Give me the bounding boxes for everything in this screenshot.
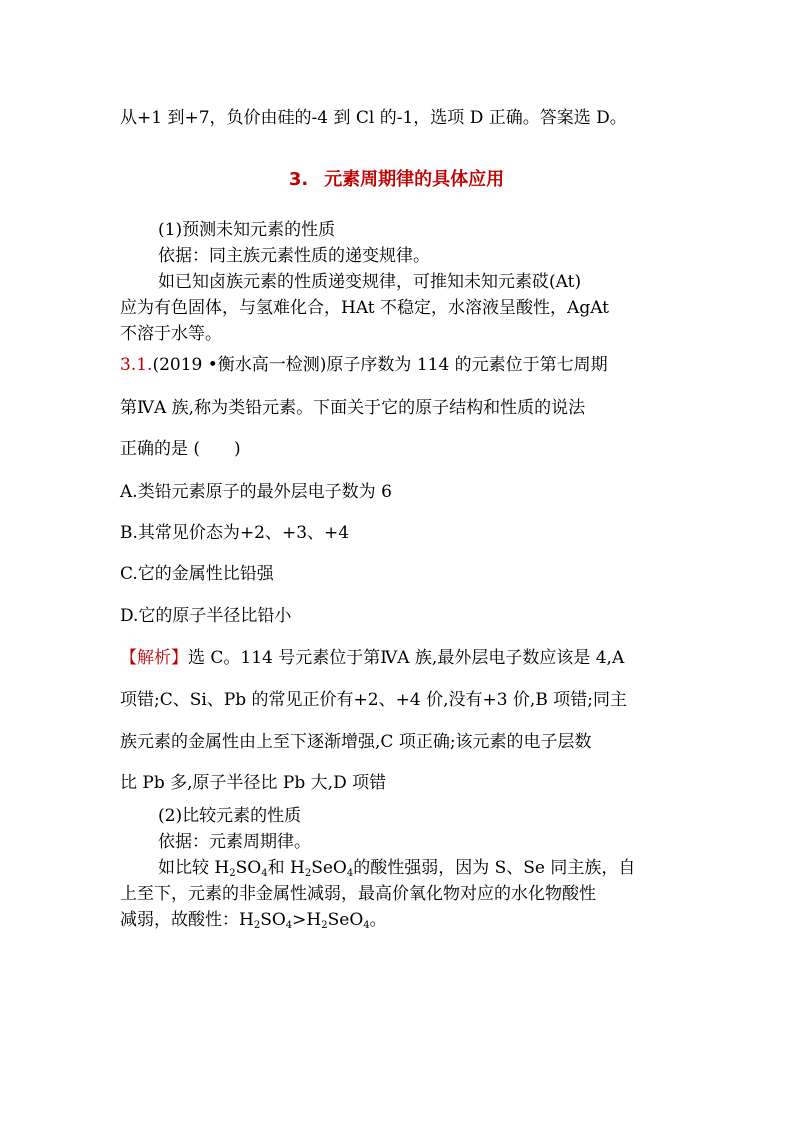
subscript: 2 bbox=[321, 920, 328, 931]
point-1-example-line-1: 如已知卤族元素的性质递变规律，可推知未知元素砹(At) bbox=[158, 272, 582, 292]
subscript: 4 bbox=[363, 920, 370, 931]
point-2-basis: 依据：元素周期律。 bbox=[158, 832, 311, 852]
question-number: 3.1. bbox=[120, 355, 153, 375]
answer-line-1 bbox=[120, 647, 624, 669]
option-d: D.它的原子半径比铅小 bbox=[120, 606, 292, 626]
option-a: A.类铅元素原子的最外层电子数为 6 bbox=[120, 482, 392, 502]
subscript: 2 bbox=[229, 868, 236, 879]
subscript: 4 bbox=[285, 920, 293, 931]
question-line-3: 正确的是 ( ) bbox=[120, 439, 241, 459]
subscript: 2 bbox=[304, 868, 312, 879]
text-span: SeO bbox=[327, 910, 364, 930]
question-line-2: 第ⅣA 族,称为类铅元素。下面关于它的原子结构和性质的说法 bbox=[120, 398, 586, 418]
subscript: 2 bbox=[253, 920, 261, 931]
text-span: 的酸性强弱，因为 S、Se 同主族，自 bbox=[353, 858, 636, 878]
question-text: (2019 •衡水高一检测)原子序数为 114 的元素位于第七周期 bbox=[152, 355, 608, 375]
continuation-line: 从+1 到+7，负价由硅的-4 到 Cl 的-1，选项 D 正确。答案选 D。 bbox=[120, 108, 627, 128]
answer-line-4: 比 Pb 多,原子半径比 Pb 大,D 项错 bbox=[120, 773, 387, 793]
subscript: 4 bbox=[261, 868, 268, 879]
point-1-example-line-3: 不溶于水等。 bbox=[120, 324, 222, 344]
text-span: SeO bbox=[311, 858, 347, 878]
option-c: C.它的金属性比铅强 bbox=[120, 564, 274, 584]
point-2-example-line-3 bbox=[120, 909, 387, 931]
answer-text: 选 C。114 号元素位于第ⅣA 族,最外层电子数应该是 4,A bbox=[188, 648, 625, 668]
point-1-heading: (1)预测未知元素的性质 bbox=[158, 220, 336, 240]
point-1-basis: 依据：同主族元素性质的递变规律。 bbox=[158, 246, 430, 266]
point-2-heading: (2)比较元素的性质 bbox=[158, 806, 302, 826]
subscript: 4 bbox=[346, 868, 354, 879]
text-span: SO bbox=[235, 858, 262, 878]
option-b: B.其常见价态为+2、+3、+4 bbox=[120, 523, 350, 543]
text-span: 和 H bbox=[267, 858, 305, 878]
section-number: 3. bbox=[288, 169, 309, 190]
text-span: 。 bbox=[369, 910, 387, 930]
section-title-text: 元素周期律的具体应用 bbox=[324, 169, 505, 190]
question-line-1 bbox=[120, 354, 608, 376]
point-2-example-line-2: 上至下，元素的非金属性减弱，最高价氧化物对应的水化物酸性 bbox=[120, 884, 596, 904]
text-span: 减弱，故酸性：H bbox=[120, 910, 254, 930]
answer-line-2: 项错;C、Si、Pb 的常见正价有+2、+4 价,没有+3 价,B 项错;同主 bbox=[120, 690, 627, 710]
point-2-example-line-1 bbox=[158, 857, 635, 879]
text-span: 如比较 H bbox=[158, 858, 230, 878]
answer-line-3: 族元素的金属性由上至下逐渐增强,C 项正确;该元素的电子层数 bbox=[120, 732, 592, 752]
answer-tag: 【解析】 bbox=[120, 648, 188, 668]
text-span: SO bbox=[260, 910, 286, 930]
section-title bbox=[0, 165, 793, 191]
point-1-example-line-2: 应为有色固体，与氢难化合，HAt 不稳定，水溶液呈酸性，AgAt bbox=[120, 298, 610, 318]
text-span: >H bbox=[292, 910, 322, 930]
